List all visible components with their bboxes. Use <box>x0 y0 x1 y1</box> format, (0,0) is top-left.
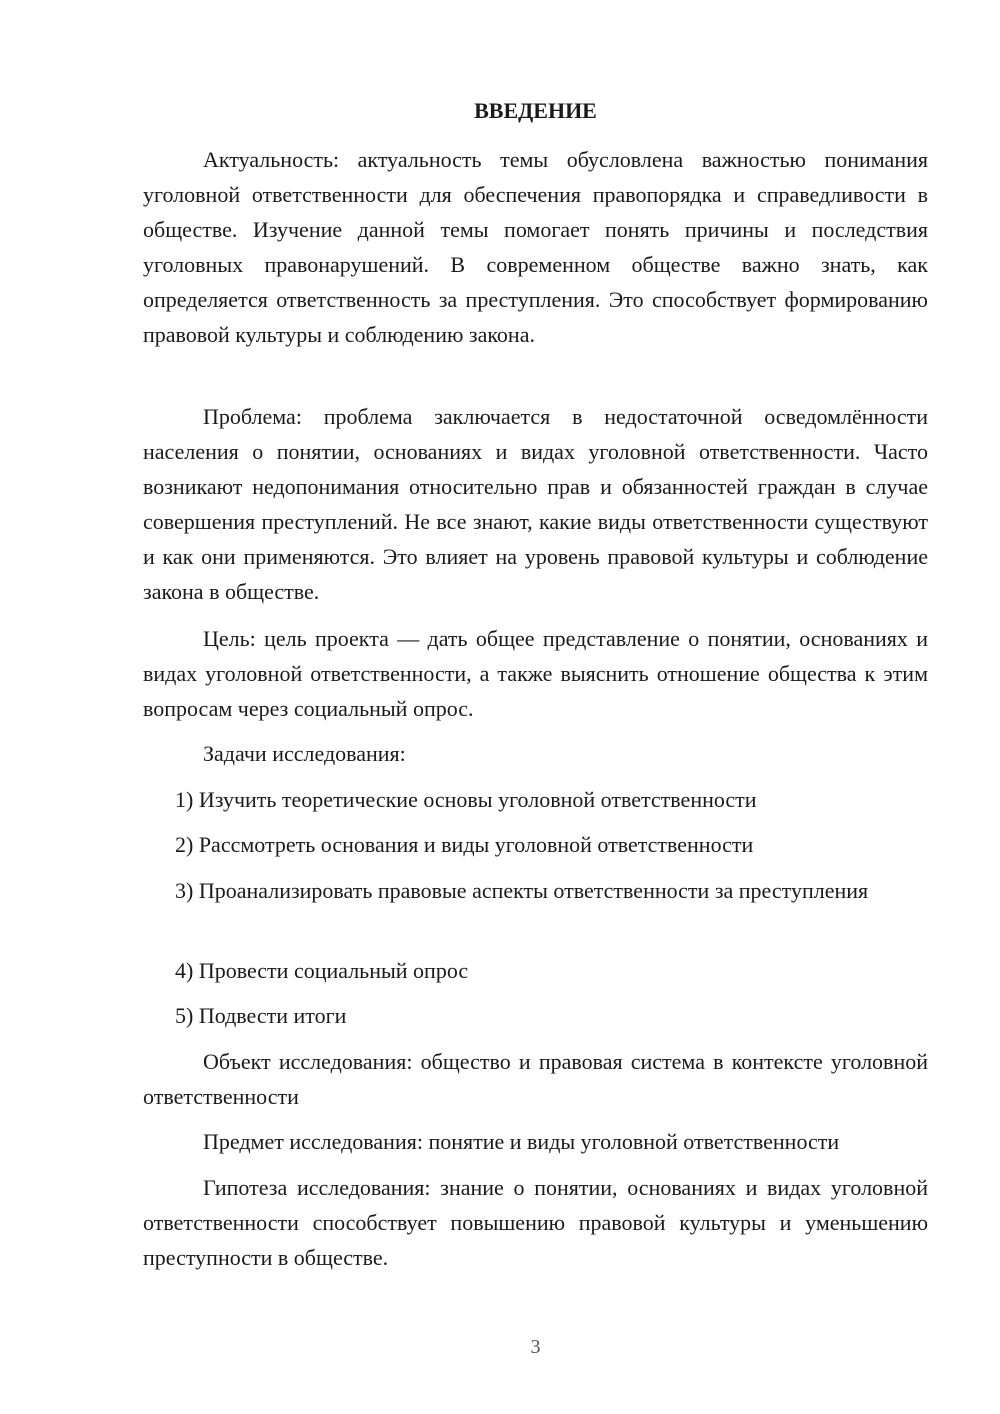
task-item-1: 1) Изучить теоретические основы уголовной ответственности <box>175 787 757 812</box>
paragraph-problem: Проблема: проблема заключается в недостаточной осведомлённости населения о понятии, основаниях и видах уголовной ответственности. Часто возникают недопонимания относительно прав и обязанностей граждан в случае совершения преступлений. Не все знают, какие виды ответственности существуют и как они применяются. Это влияет на уровень правовой культуры и соблюдение закона в обществе. <box>143 404 928 604</box>
paragraph-subject: Предмет исследования: понятие и виды уголовной ответственности <box>203 1129 840 1154</box>
task-item-4: 4) Провести социальный опрос <box>175 958 469 983</box>
section-title: ВВЕДЕНИЕ <box>474 98 597 123</box>
task-item-5: 5) Подвести итоги <box>175 1003 347 1028</box>
paragraph-goal: Цель: цель проекта — дать общее представление о понятии, основаниях и видах уголовной ответственности, а также выяснить отношение общества к этим вопросам через социальный опрос. <box>143 626 928 721</box>
tasks-heading: Задачи исследования: <box>203 741 406 766</box>
task-item-2: 2) Рассмотреть основания и виды уголовной ответственности <box>175 832 754 857</box>
paragraph-hypothesis: Гипотеза исследования: знание о понятии, основаниях и видах уголовной ответственности способствует повышению правовой культуры и уменьшению преступности в обществе. <box>143 1175 928 1270</box>
page-number: 3 <box>530 1336 541 1358</box>
paragraph-object: Объект исследования: общество и правовая система в контексте уголовной ответственности <box>143 1049 928 1109</box>
task-item-3: 3) Проанализировать правовые аспекты ответственности за преступления <box>175 878 869 903</box>
paragraph-relevance: Актуальность: актуальность темы обусловлена важностью понимания уголовной ответственности для обеспечения правопорядка и справедливости в обществе. Изучение данной темы помогает понять причины и последствия уголовных правонарушений. В современном обществе важно знать, как определяется ответственность за преступления. Это способствует формированию правовой культуры и соблюдению закона. <box>143 147 928 347</box>
